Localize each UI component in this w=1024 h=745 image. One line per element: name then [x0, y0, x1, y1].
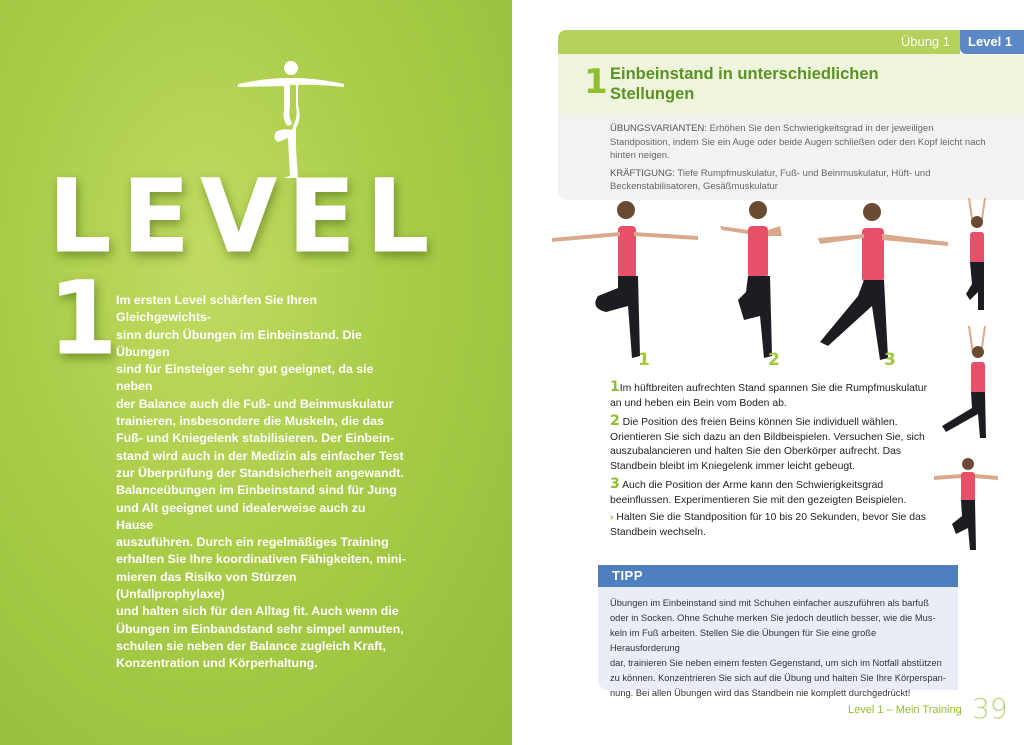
instructions	[610, 380, 930, 543]
exercise-title: Einbeinstand in unterschiedlichen Stellungen	[610, 65, 879, 103]
photo-label-2: 2	[768, 350, 780, 370]
exercise-title-box	[558, 54, 1024, 114]
exercise-photo-3	[808, 196, 958, 364]
exercise-photo-1	[550, 196, 700, 364]
final-note-text: Halten Sie die Standposition für 10 bis 20 Sekunden, bevor Sie das Standbein wechseln.	[610, 512, 926, 538]
variants-key: ÜBUNGSVARIANTEN:	[610, 123, 707, 134]
side-photo-arms-wide	[932, 454, 998, 554]
level-heading: LEVEL 1	[48, 156, 440, 379]
step-text: Im hüftbreiten aufrechten Stand spannen Sie die Rumpfmuskulatur an und heben ein Bein vom Boden ab.	[610, 383, 928, 409]
strength-text: Tiefe Rumpfmuskulatur, Fuß- und Beinmuskulatur, Hüft- und Beckenstabilisatoren, Gesäßmuskulatur	[610, 167, 931, 192]
exercise-number: 1	[584, 62, 608, 102]
exercise-photo-2	[710, 196, 800, 364]
side-photo-arms-up-leg-back	[938, 324, 998, 442]
step-text: Auch die Position der Arme kann den Schwierigkeitsgrad beeinflussen. Experimentieren Sie mit den gezeigten Beispielen.	[610, 480, 907, 506]
final-note	[610, 511, 930, 540]
side-photo-arms-up	[956, 196, 998, 314]
step-3	[610, 477, 930, 508]
tipp-text: Übungen im Einbeinstand sind mit Schuhen einfacher auszuführen als barfuß oder in Socken. Ohne Schuhe merken Sie jedoch deutlich besser, wie die Mus- keln im Fuß arbeiten. Stellen Sie die Übungen für Sie eine große Herausforderung dar, trainieren Sie neben einem festen Gegenstand, um sich im Notfall abstützen zu können. Konzentrieren Sie sich auf die Übung und halten Sie Ihre Körperspan- nung. Bei allen Übungen wird das Standbein nie komplett durchgedrückt!	[598, 587, 958, 690]
right-page	[512, 0, 1024, 745]
running-title: Level 1 – Mein Training	[848, 704, 962, 716]
step-2	[610, 414, 930, 474]
level-tab: Level 1	[960, 30, 1024, 54]
variants-box	[558, 114, 1024, 200]
exercise-label: Übung 1	[900, 34, 950, 49]
photo-label-3: 3	[884, 350, 896, 370]
strength-key: KRÄFTIGUNG:	[610, 167, 675, 179]
photo-label-1: 1	[638, 350, 650, 370]
step-text: Die Position des freien Beins können Sie individuell wählen. Orientieren Sie sich dazu an den Bildbeispielen. Versuchen Sie, sich auszubalancieren und halten Sie den Oberkörper aufrecht. Das Standbein bleibt im Kniegelenk immer leicht gebeugt.	[610, 417, 925, 472]
exercise-header-bar	[558, 30, 960, 54]
step-1	[610, 380, 930, 411]
chevron-right-icon: ›	[610, 512, 614, 523]
step-number: 1	[610, 379, 620, 395]
step-number: 2	[610, 413, 620, 429]
step-number: 3	[610, 476, 620, 492]
tipp-heading: TIPP	[598, 565, 958, 587]
intro-text: Im ersten Level schärfen Sie Ihren Gleichgewichts- sinn durch Übungen im Einbeinstand. Die Übungen sind für Einsteiger sehr gut geeignet, da sie neben der Balance auch die Fuß- und Beinmuskulatur trainieren, insbesondere die Muskeln, die das Fuß- und Kniegelenk stabilisieren. Der Einbein- stand wird auch in der Medizin als einfacher Test zur Überprüfung der Standsicherheit angewandt. Balanceübungen im Einbeinstand sind für Jung und Alt geeignet und idealerweise auch zu Hause auszuführen. Durch ein regelmäßiges Training erhalten Sie Ihre koordinativen Fähigkeiten, mini- mieren das Risiko von Stürzen (Unfallprophylaxe) und halten sich für den Alltag fit. Auch wenn die Übungen im Einbandstand sehr simpel anmuten, schulen sie neben der Balance zugleich Kraft, Konzentration und Körperhaltung.	[116, 293, 406, 671]
variants-text: Erhöhen Sie den Schwierigkeitsgrad in der jeweiligen Standposition, indem Sie ein Auge oder beide Augen schließen oder den Kopf leicht nach hinten neigen.	[610, 123, 986, 161]
page-number: 39	[972, 692, 1008, 725]
